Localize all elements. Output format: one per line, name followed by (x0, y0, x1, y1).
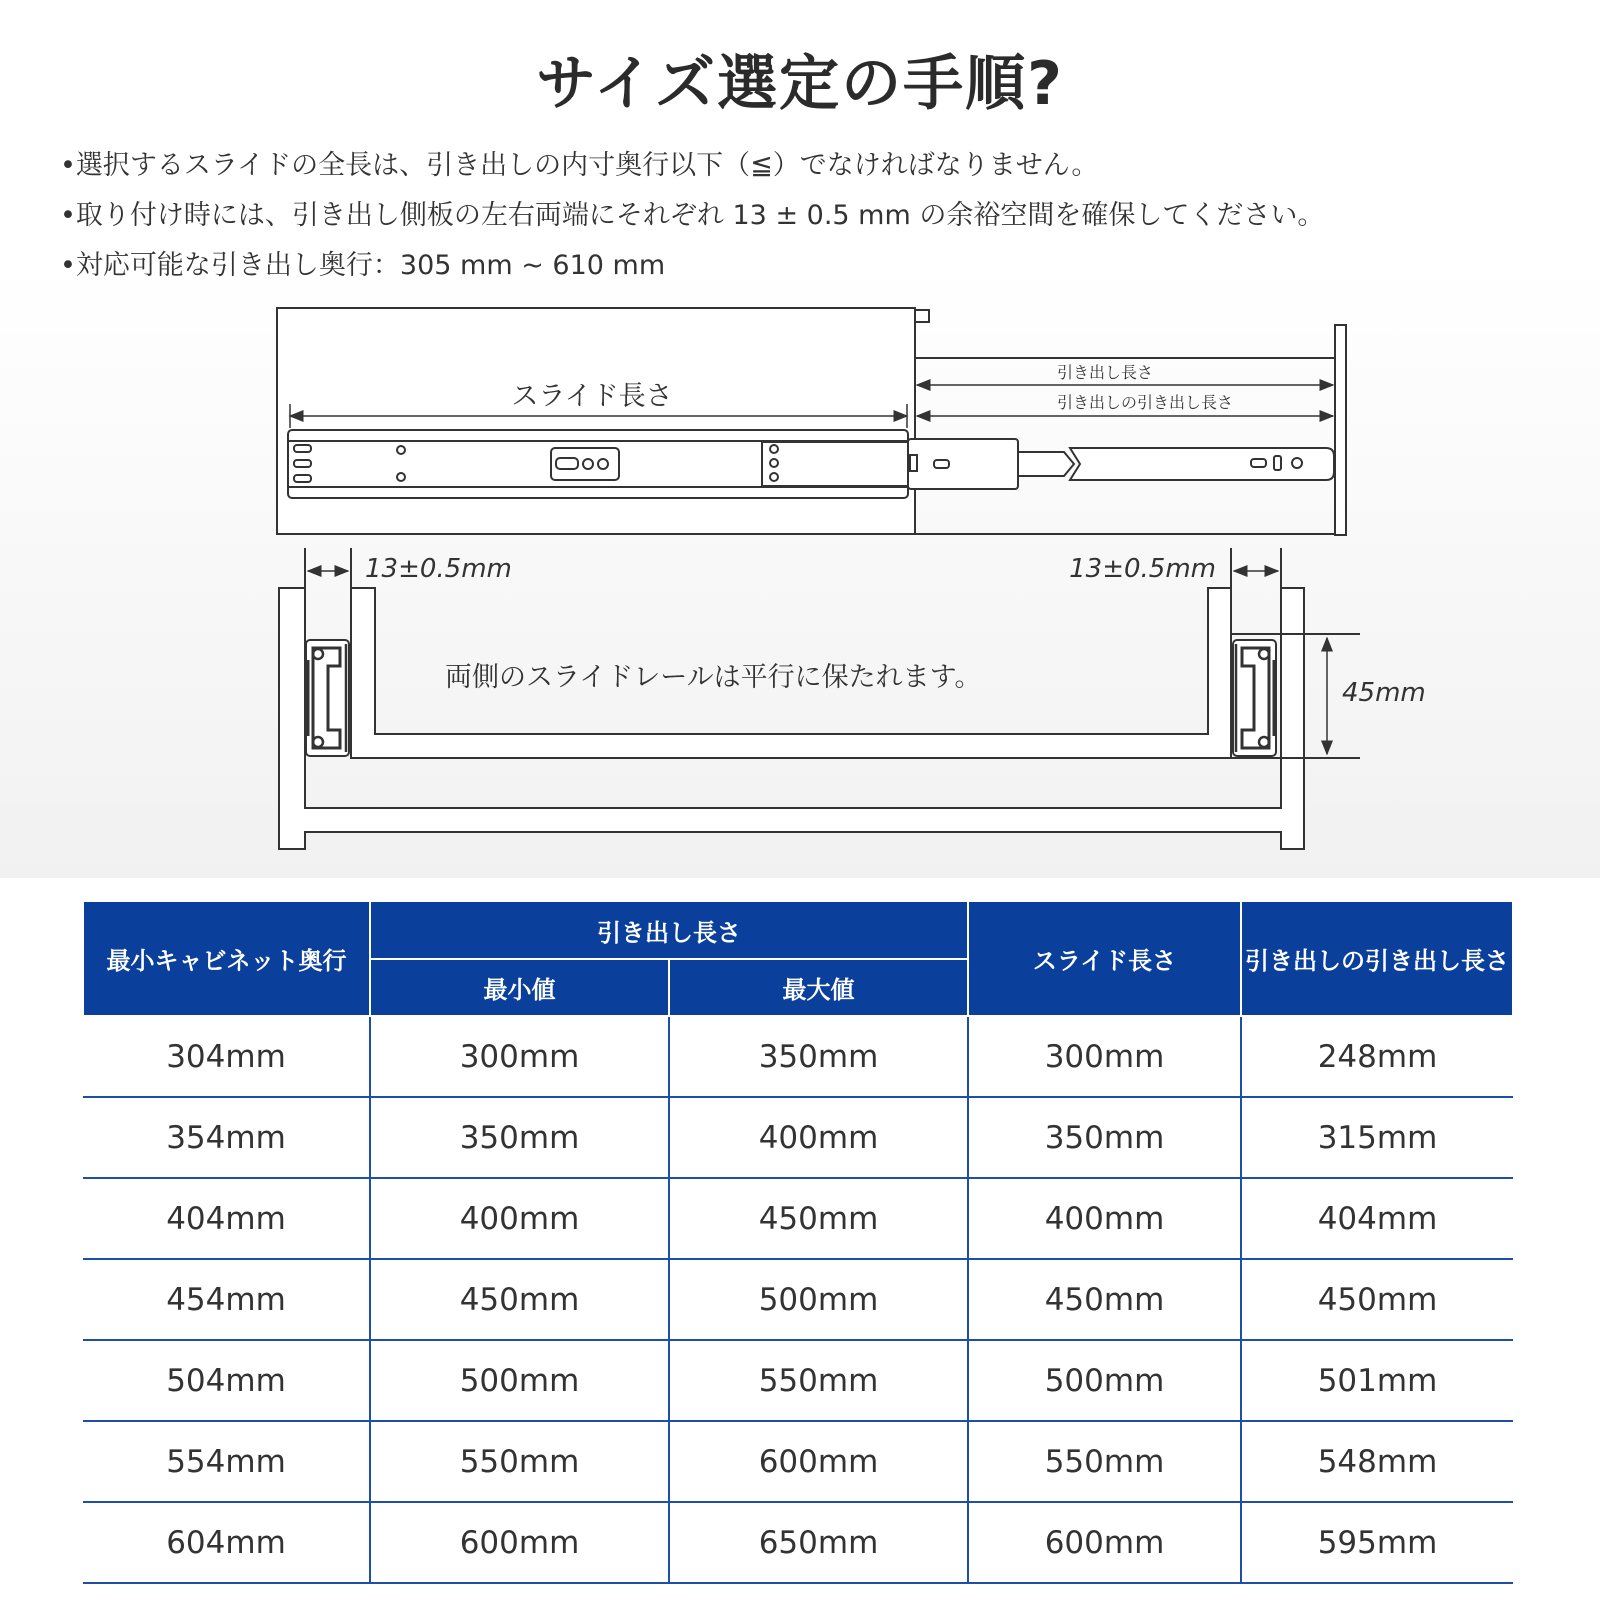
cell-slide-length: 450mm (968, 1259, 1241, 1340)
cell-extension-min: 550mm (370, 1421, 669, 1502)
cell-extension-max: 450mm (669, 1178, 968, 1259)
slide-inner-member (1070, 448, 1334, 480)
drawer-front-lip (915, 310, 929, 322)
header-min-value: 最小値 (370, 959, 669, 1016)
cell-slide-length: 400mm (968, 1178, 1241, 1259)
cell-min-cabinet-depth: 404mm (83, 1178, 370, 1259)
rail-height-label: 45mm (1342, 678, 1426, 708)
cell-min-cabinet-depth: 304mm (83, 1016, 370, 1097)
header-slide-length: スライド長さ (968, 901, 1241, 1016)
cell-min-cabinet-depth: 354mm (83, 1097, 370, 1178)
cabinet-outline (277, 308, 915, 534)
cell-drawer-extension: 595mm (1241, 1502, 1513, 1583)
left-rail-profile (306, 640, 349, 756)
cell-min-cabinet-depth: 554mm (83, 1421, 370, 1502)
table-row (83, 1016, 1513, 1097)
cell-drawer-extension: 404mm (1241, 1178, 1513, 1259)
cabinet-cross-section (279, 588, 1304, 849)
cell-min-cabinet-depth: 504mm (83, 1340, 370, 1421)
extension-length-label: 引き出し長さ (1056, 363, 1154, 382)
table-row (83, 1259, 1513, 1340)
cell-extension-max: 500mm (669, 1259, 968, 1340)
table-row (83, 1421, 1513, 1502)
cell-extension-max: 400mm (669, 1097, 968, 1178)
slide-size-table (82, 900, 1514, 1584)
cell-extension-max: 600mm (669, 1421, 968, 1502)
cell-drawer-extension: 501mm (1241, 1340, 1513, 1421)
cell-drawer-extension: 315mm (1241, 1097, 1513, 1178)
header-min-cabinet-depth: 最小キャビネット奥行 (83, 901, 370, 1016)
cell-extension-min: 400mm (370, 1178, 669, 1259)
page-title: サイズ選定の手順? (535, 49, 1064, 119)
cell-slide-length: 500mm (968, 1340, 1241, 1421)
bullet-slide-length-rule: •選択するスライドの全長は、引き出しの内寸奥行以下（≦）でなければなりません。 (60, 150, 1099, 181)
cell-extension-min: 600mm (370, 1502, 669, 1583)
drawer-extension-label: 引き出しの引き出し長さ (1056, 393, 1234, 412)
side-view (277, 308, 1346, 535)
cell-extension-min: 350mm (370, 1097, 669, 1178)
table-row (83, 1178, 1513, 1259)
header-drawer-extension: 引き出しの引き出し長さ (1241, 901, 1513, 1016)
parallel-rails-note: 両側のスライドレールは平行に保たれます。 (445, 662, 982, 693)
right-clearance-label: 13±0.5mm (1069, 554, 1216, 584)
header-max-value: 最大値 (669, 959, 968, 1016)
cell-extension-min: 500mm (370, 1340, 669, 1421)
cell-slide-length: 600mm (968, 1502, 1241, 1583)
cell-slide-length: 300mm (968, 1016, 1241, 1097)
cell-min-cabinet-depth: 454mm (83, 1259, 370, 1340)
cell-extension-min: 300mm (370, 1016, 669, 1097)
cell-extension-min: 450mm (370, 1259, 669, 1340)
cell-drawer-extension: 450mm (1241, 1259, 1513, 1340)
cell-extension-max: 650mm (669, 1502, 968, 1583)
table-row (83, 1502, 1513, 1583)
cell-min-cabinet-depth: 604mm (83, 1502, 370, 1583)
front-view (279, 548, 1360, 849)
cell-extension-max: 550mm (669, 1340, 968, 1421)
cell-slide-length: 550mm (968, 1421, 1241, 1502)
cell-drawer-extension: 548mm (1241, 1421, 1513, 1502)
table-row (83, 1340, 1513, 1421)
cell-drawer-extension: 248mm (1241, 1016, 1513, 1097)
header-extension-length: 引き出し長さ (370, 901, 968, 959)
slide-middle-member (908, 439, 1018, 489)
table-row (83, 1097, 1513, 1178)
slide-length-label: スライド長さ (511, 381, 673, 412)
cell-slide-length: 350mm (968, 1097, 1241, 1178)
bullet-drawer-depth-range: •対応可能な引き出し奥行：305 mm ~ 610 mm (60, 250, 666, 281)
left-clearance-label: 13±0.5mm (365, 554, 512, 584)
bullet-clearance-rule: •取り付け時には、引き出し側板の左右両端にそれぞれ 13 ± 0.5 mm の余裕空間を確保してください。 (60, 200, 1325, 231)
right-rail-profile (1233, 640, 1276, 756)
drawer-front-panel (1335, 325, 1346, 535)
cell-extension-max: 350mm (669, 1016, 968, 1097)
